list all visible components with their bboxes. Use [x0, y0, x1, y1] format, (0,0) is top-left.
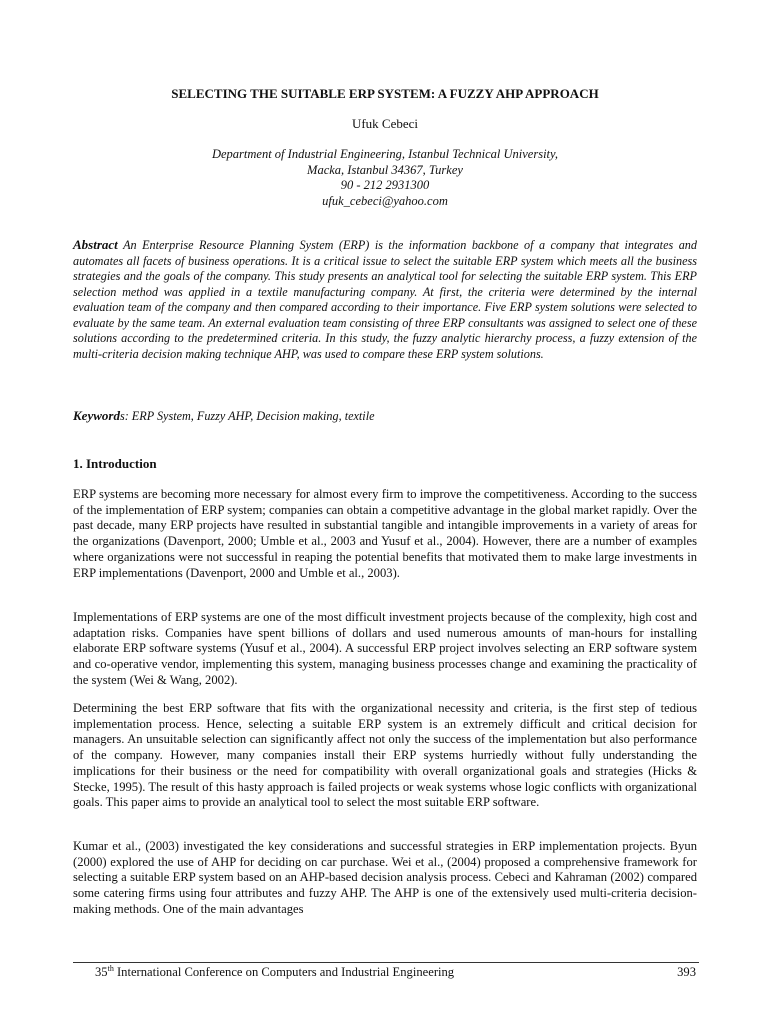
intro-paragraph-4: Kumar et al., (2003) investigated the key considerations and successful strategies in ERP implementation projects. Byun (2000) explored the use of AHP for deciding on car purchase. Wei et al., (2004) proposed a comprehensive framework for selecting a suitable ERP system based on an AHP-based decision analysis process. Cebeci and Kahraman (2002) compared some catering firms using four attributes and fuzzy AHP. The AHP is one of the extensively used multi-criteria decision-making methods. One of the main advantages	[73, 839, 697, 916]
keywords	[73, 408, 697, 425]
intro-paragraph-3: Determining the best ERP software that fits with the organizational necessity and criteria, is the first step of tedious implementation process. Hence, selecting a suitable ERP system is an extremely difficult and critical decision for managers. An unsuitable selection can significantly affect not only the success of the implementation but also performance of the company. However, many companies install their ERP systems hurriedly without fully understanding the implications for their business or the need for compatibility with overall organizational goals and strategies (Hicks & Stecke, 1995). The result of this hasty approach is failed projects or weak systems whose logic conflicts with organizational goals. This paper aims to provide an analytical tool to select the most suitable ERP software.	[73, 701, 697, 810]
footer-conference	[95, 964, 595, 980]
section-heading-introduction: 1. Introduction	[73, 456, 157, 471]
footer-divider	[73, 962, 699, 963]
author-name: Ufuk Cebeci	[351, 116, 419, 131]
affiliation-email: ufuk_cebeci@yahoo.com	[322, 193, 448, 208]
footer-conference-number: 35	[95, 965, 108, 979]
affiliation-department: Department of Industrial Engineering, Istanbul Technical University,	[211, 147, 559, 161]
affiliation-phone: 90 - 212 2931300	[340, 178, 430, 192]
abstract	[73, 237, 697, 362]
abstract-label: Abstract	[73, 237, 118, 252]
footer-conference-suffix: th	[107, 964, 114, 973]
footer-conference-name: International Conference on Computers and Industrial Engineering	[113, 965, 455, 979]
intro-paragraph-2: Implementations of ERP systems are one of the most difficult investment projects because of the complexity, high cost and adaptation risks. Companies have spent billions of dollars and used numerous amounts of man-hours for installing elaborate ERP software systems (Yusuf et al., 2004). A successful ERP project involves selecting an ERP software system and co-operative vendor, implementing this system, managing business processes change and examining the practicality of the system (Wei & Wang, 2002).	[73, 610, 697, 687]
paper-title: SELECTING THE SUITABLE ERP SYSTEM: A FUZZY AHP APPROACH	[171, 86, 599, 101]
abstract-text: An Enterprise Resource Planning System (ERP) is the information backbone of a company that integrates and automates all facets of business operations. It is a critical issue to select the suitable ERP system which meets all the business strategies and the goals of the company. This study presents an analytical tool for selecting the suitable ERP system. This ERP selection method was applied in a textile manufacturing company. At first, the criteria were determined by the internal evaluation team of the company and then compared according to their importance. Five ERP system solutions were selected to evaluate by the same team. An external evaluation team consisting of three ERP consultants was assigned to select one of these solutions according to the predetermined criteria. In this study, the fuzzy analytic hierarchy process, a fuzzy extension of the multi-criteria decision making technique AHP, was used to compare these ERP system solutions.	[73, 238, 697, 361]
keywords-label: Keyword	[73, 408, 120, 423]
keywords-text: s: ERP System, Fuzzy AHP, Decision making, textile	[119, 409, 375, 423]
page-number: 393	[677, 965, 696, 979]
intro-paragraph-1: ERP systems are becoming more necessary for almost every firm to improve the competitiveness. According to the success of the implementation of ERP system; companies can obtain a competitive advantage in the global market rapidly. Over the past decade, many ERP projects have resulted in substantial tangible and intangible improvements in a variety of areas for the organizations (Davenport, 2000; Umble et al., 2003 and Yusuf et al., 2004). However, there are a number of examples where organizations were not successful in reaping the potential benefits that motivated them to make large investments in ERP implementations (Davenport, 2000 and Umble et al., 2003).	[73, 487, 697, 580]
affiliation-address: Macka, Istanbul 34367, Turkey	[307, 162, 463, 177]
author-affiliation	[73, 147, 697, 209]
